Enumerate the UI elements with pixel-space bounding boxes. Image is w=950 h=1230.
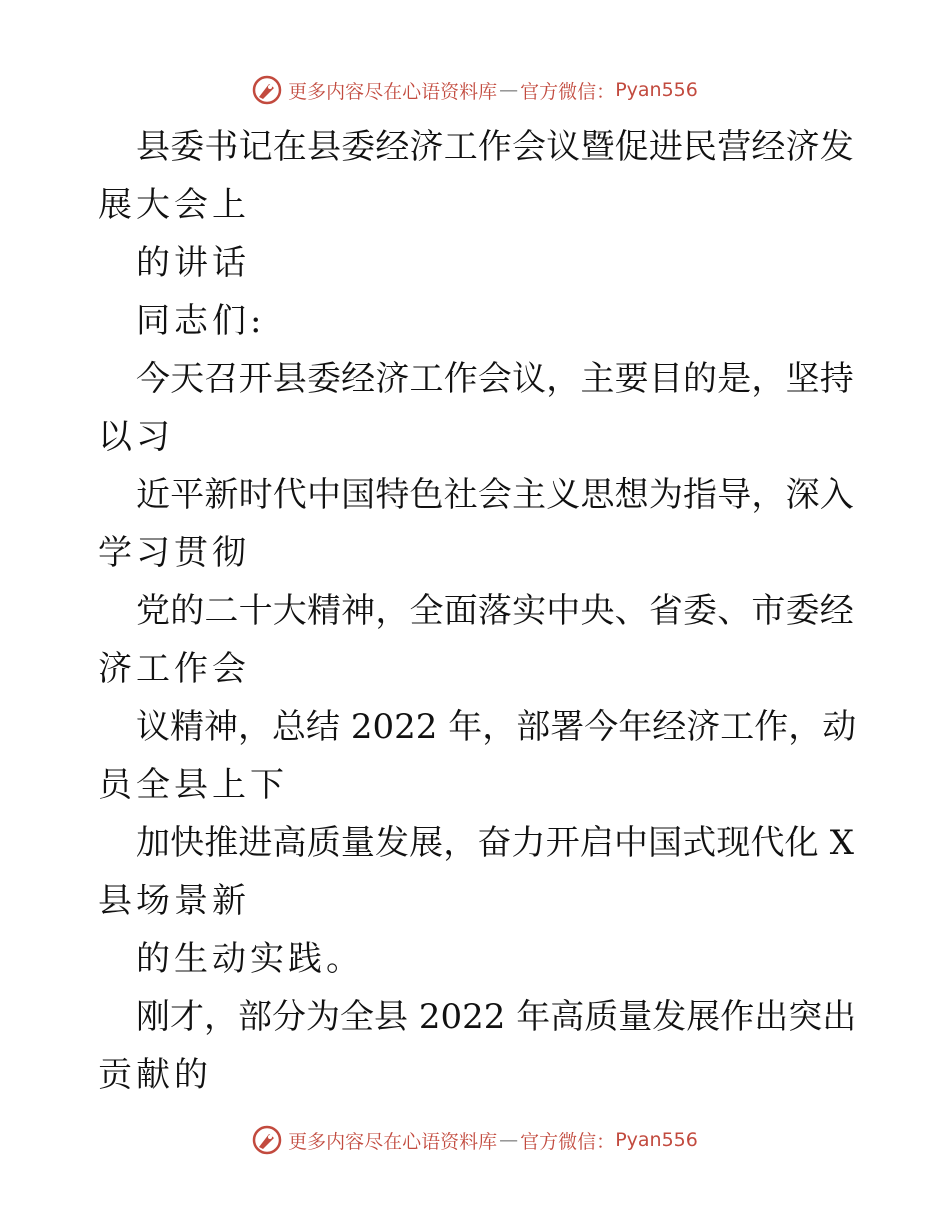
footer-wechat-id: Pyan556 <box>615 1129 698 1151</box>
pen-nib-logo-icon <box>252 75 282 105</box>
footer-watermark <box>0 1120 950 1160</box>
doc-line-3: 的讲话 <box>136 243 250 283</box>
doc-line-5: 今 天 召 开 县 委 经 济 工 作 会 议 ， 主 要 目 的 是 ， 坚 持 <box>136 359 854 399</box>
doc-line-11: 议 精 神 ， 总 结 2 0 2 2 年 ， 部 署 今 年 经 济 工 作 ， 动 <box>136 707 857 747</box>
doc-line-17: 贡献的 <box>98 1055 212 1095</box>
header-wechat-label: 官方微信： <box>520 80 616 103</box>
document-body <box>98 118 857 1104</box>
doc-line-1: 县 委 书 记 在 县 委 经 济 工 作 会 议 暨 促 进 民 营 经 济 发 <box>136 127 854 167</box>
doc-line-6: 以习 <box>98 417 174 457</box>
pen-nib-logo-icon <box>252 1125 282 1155</box>
doc-line-16: 刚 才 ， 部 分 为 全 县 2 0 2 2 年 高 质 量 发 展 作 出 突 出 <box>136 997 857 1037</box>
doc-line-7: 近 平 新 时 代 中 国 特 色 社 会 主 义 思 想 为 指 导 ， 深 入 <box>136 475 854 515</box>
footer-wechat-label: 官方微信： <box>520 1130 616 1153</box>
doc-line-9: 党 的 二 十 大 精 神 ， 全 面 落 实 中 央 、 省 委 、 市 委 经 <box>136 591 854 631</box>
doc-line-4: 同志们: <box>136 301 266 341</box>
header-wechat-id: Pyan556 <box>615 79 698 101</box>
doc-line-15: 的生动实践。 <box>136 939 364 979</box>
header-slogan: 更多内容尽在心语资料库 <box>288 80 498 103</box>
footer-slogan: 更多内容尽在心语资料库 <box>288 1130 498 1153</box>
doc-line-14: 县场景新 <box>98 881 250 921</box>
header-separator: — <box>499 79 519 101</box>
header-watermark <box>0 70 950 110</box>
doc-line-10: 济工作会 <box>98 649 250 689</box>
doc-line-8: 学习贯彻 <box>98 533 250 573</box>
doc-line-2: 展大会上 <box>98 185 250 225</box>
footer-separator: — <box>499 1129 519 1151</box>
doc-line-12: 员全县上下 <box>98 765 288 805</box>
doc-line-13: 加 快 推 进 高 质 量 发 展 ， 奋 力 开 启 中 国 式 现 代 化 X <box>136 823 854 863</box>
